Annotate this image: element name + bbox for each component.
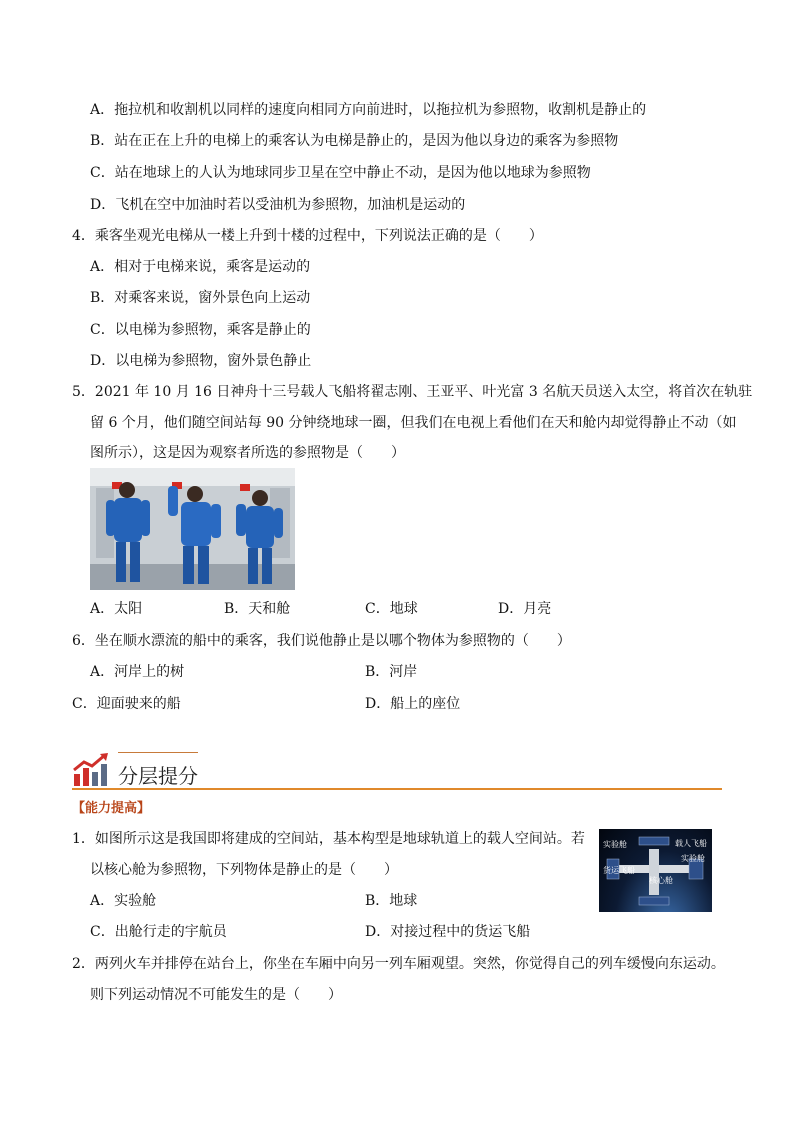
- q5-stem-line2: 留 6 个月，他们随空间站每 90 分钟绕地球一圈，但我们在电视上看他们在天和舱内却觉得静止不动（如: [90, 415, 737, 431]
- space-station-image: [599, 829, 712, 912]
- q6-option-b: B．河岸: [365, 664, 418, 680]
- q5-option-d: D．月亮: [498, 601, 552, 617]
- p1-option-c: C．出舱行走的宇航员: [90, 924, 227, 940]
- astronauts-illustration: [90, 468, 295, 590]
- p2-stem-line2: 则下列运动情况不可能发生的是（ ）: [90, 987, 342, 1003]
- chart-growth-icon: [72, 752, 112, 788]
- section-header: [72, 752, 722, 792]
- q3-option-c: C．站在地球上的人认为地球同步卫星在空中静止不动，是因为他以地球为参照物: [90, 165, 591, 181]
- q3-option-a: A．拖拉机和收割机以同样的速度向相同方向前进时，以拖拉机为参照物，收割机是静止的: [90, 102, 647, 118]
- p1-stem-line2: 以核心舱为参照物，下列物体是静止的是（ ）: [90, 862, 398, 878]
- p1-option-a: A．实验舱: [90, 893, 157, 909]
- p2-stem-line1: 2．两列火车并排停在站台上，你坐在车厢中向另一列车厢观望。突然，你觉得自己的列车缓慢向东运动。: [72, 956, 725, 972]
- img-label-core: 核心舱: [649, 876, 673, 885]
- img-label-crew: 载人飞船: [675, 839, 707, 848]
- q5-option-a: A．太阳: [90, 601, 143, 617]
- q6-option-a: A．河岸上的树: [90, 664, 185, 680]
- img-label-lab: 实验舱: [603, 840, 627, 849]
- img-label-cargo: 货运飞船: [603, 866, 635, 875]
- q4-stem: 4．乘客坐观光电梯从一楼上升到十楼的过程中，下列说法正确的是（ ）: [72, 228, 543, 244]
- q4-option-d: D．以电梯为参照物，窗外景色静止: [90, 353, 312, 369]
- q4-option-c: C．以电梯为参照物，乘客是静止的: [90, 322, 311, 338]
- q5-option-b: B．天和舱: [224, 601, 291, 617]
- q5-option-c: C．地球: [365, 601, 418, 617]
- q4-option-a: A．相对于电梯来说，乘客是运动的: [90, 259, 311, 275]
- p1-stem-line1: 1．如图所示这是我国即将建成的空间站，基本构型是地球轨道上的载人空间站。若: [72, 831, 585, 847]
- section-tag: 【能力提高】: [72, 801, 151, 816]
- q5-stem-line1: 5．2021 年 10 月 16 日神舟十三号载人飞船将翟志刚、王亚平、叶光富 3 名航天员送入太空，将首次在轨驻: [72, 384, 753, 400]
- q4-option-b: B．对乘客来说，窗外景色向上运动: [90, 290, 311, 306]
- q6-option-d: D．船上的座位: [365, 696, 461, 712]
- astronauts-photo: [90, 468, 295, 590]
- section-title: 分层提分: [118, 764, 198, 788]
- section-rule: [72, 788, 722, 790]
- q3-option-b: B．站在正在上升的电梯上的乘客认为电梯是静止的，是因为他以身边的乘客为参照物: [90, 133, 619, 149]
- img-label-lab2: 实验舱: [681, 854, 705, 863]
- p1-option-b: B．地球: [365, 893, 418, 909]
- q3-option-d: D．飞机在空中加油时若以受油机为参照物，加油机是运动的: [90, 197, 466, 213]
- q5-stem-line3: 图所示），这是因为观察者所选的参照物是（ ）: [90, 445, 405, 461]
- q6-option-c: C．迎面驶来的船: [72, 696, 181, 712]
- q6-stem: 6．坐在顺水漂流的船中的乘客，我们说他静止是以哪个物体为参照物的（ ）: [72, 633, 571, 649]
- section-topline: [118, 752, 198, 753]
- p1-option-d: D．对接过程中的货运飞船: [365, 924, 531, 940]
